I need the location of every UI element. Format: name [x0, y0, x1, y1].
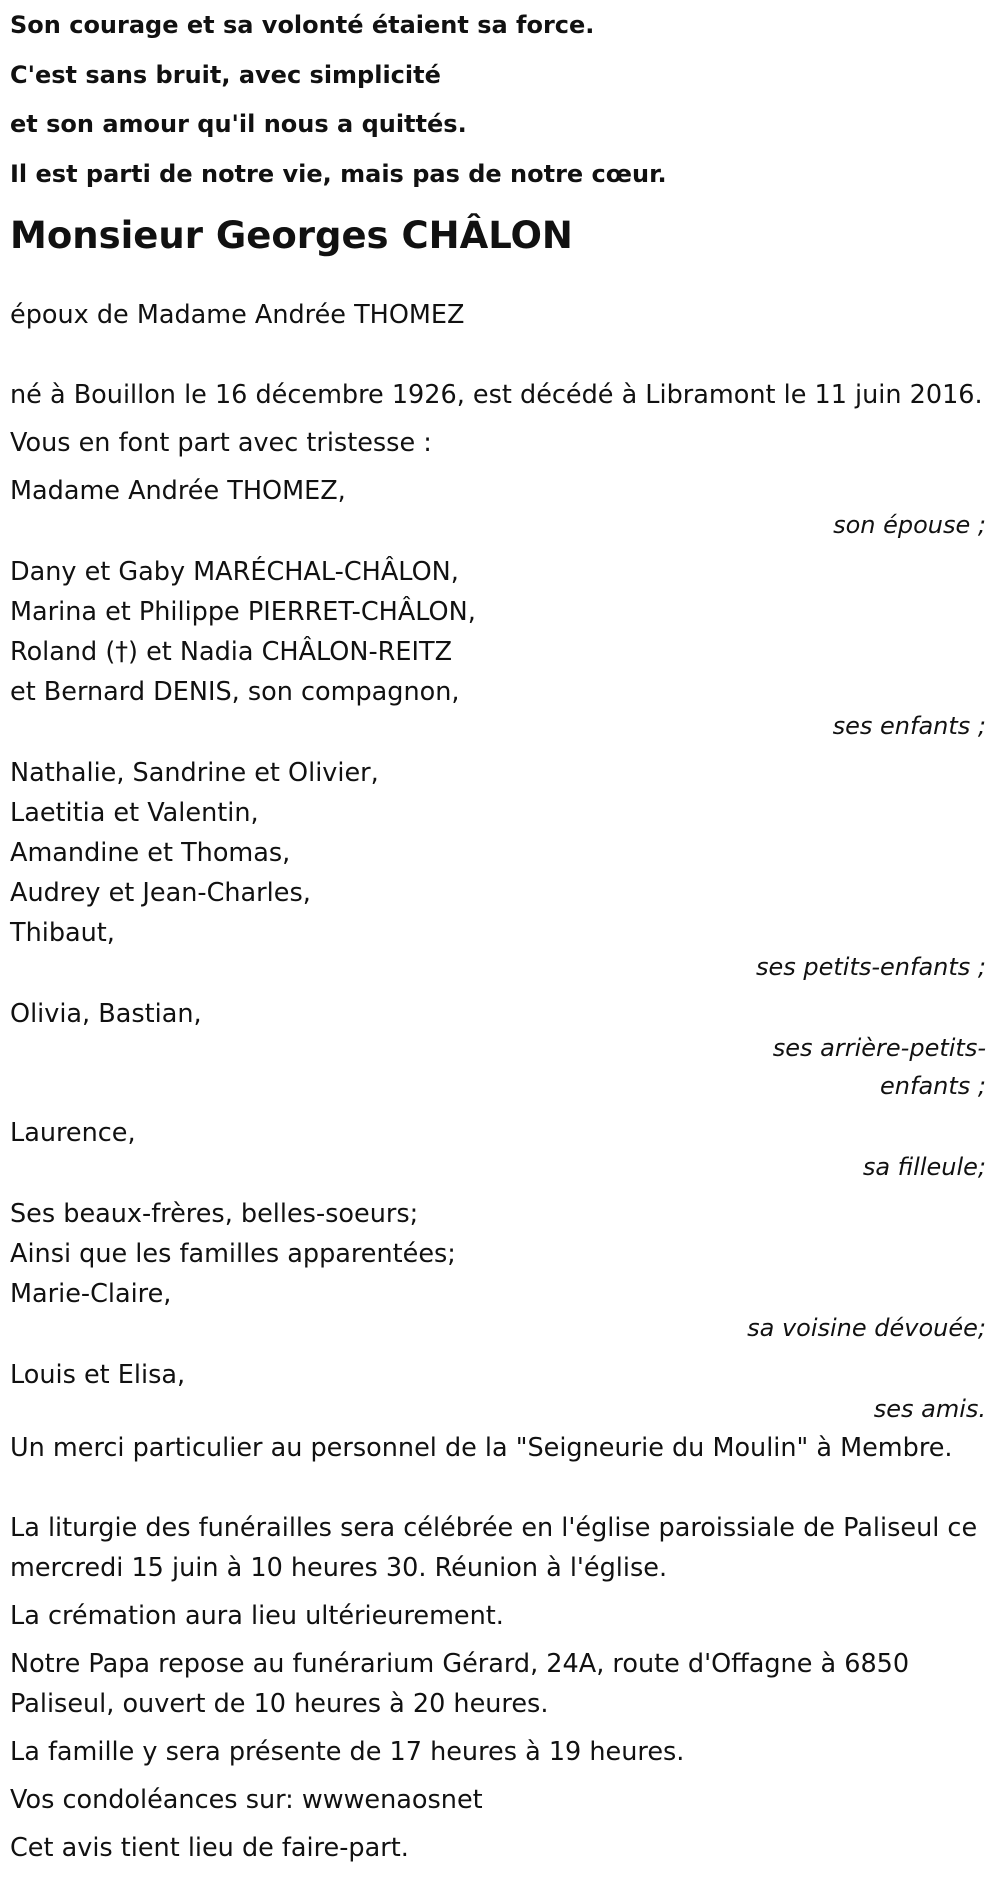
funeral-details: La liturgie des funérailles sera célébrée en l'église paroissiale de Paliseul ce mercredi 15 juin à 10 heures 30. Réunion à l'église. — [10, 1513, 978, 1583]
family-group-relatives — [10, 1194, 990, 1347]
announcement-line: Vous en font part avec tristesse : — [10, 428, 432, 458]
funerarium-details: Notre Papa repose au funérarium Gérard, 24A, route d'Offagne à 6850 Paliseul, ouvert de 10 heures à 20 heures. — [10, 1649, 910, 1719]
quote-line: Son courage et sa volonté étaient sa force. — [10, 11, 595, 39]
deceased-name: Monsieur Georges CHÂLON — [10, 214, 573, 257]
relation-label: ses arrière-petits-enfants ; — [772, 1034, 986, 1100]
birth-death-line: né à Bouillon le 16 décembre 1926, est décédé à Libramont le 11 juin 2016. — [10, 380, 983, 410]
family-name-line: Louis et Elisa, — [10, 1360, 186, 1390]
family-name-line: Dany et Gaby MARÉCHAL-CHÂLON, — [10, 557, 459, 587]
quote-line: et son amour qu'il nous a quittés. — [10, 110, 467, 138]
relation-label: ses enfants ; — [832, 712, 986, 740]
family-group-godchild — [10, 1113, 990, 1186]
relation-label: ses amis. — [873, 1395, 986, 1423]
family-name-line: Marina et Philippe PIERRET-CHÂLON, — [10, 597, 476, 627]
family-group-grandchildren — [10, 753, 990, 986]
family-name-line: Ainsi que les familles apparentées; — [10, 1239, 456, 1269]
relation-label: sa voisine dévouée; — [747, 1314, 986, 1342]
quote-line: Il est parti de notre vie, mais pas de notre cœur. — [10, 159, 667, 188]
family-group-children — [10, 552, 990, 745]
family-group-spouse — [10, 471, 990, 544]
family-name-line: Roland (†) et Nadia CHÂLON-REITZ — [10, 637, 453, 667]
family-name-line: et Bernard DENIS, son compagnon, — [10, 677, 460, 707]
spouse-line: époux de Madame Andrée THOMEZ — [10, 300, 465, 330]
family-name-line: Laurence, — [10, 1118, 136, 1148]
family-name-line: Olivia, Bastian, — [10, 999, 202, 1029]
relation-label: son épouse ; — [833, 511, 986, 539]
relation-label: ses petits-enfants ; — [755, 953, 986, 981]
family-name-line: Ses beaux-frères, belles-soeurs; — [10, 1199, 419, 1229]
thanks-line: Un merci particulier au personnel de la "Seigneurie du Moulin" à Membre. — [10, 1433, 953, 1463]
family-name-line: Madame Andrée THOMEZ, — [10, 476, 346, 506]
quote-line: C'est sans bruit, avec simplicité — [10, 60, 441, 89]
family-name-line: Audrey et Jean-Charles, — [10, 878, 311, 908]
family-name-line: Nathalie, Sandrine et Olivier, — [10, 758, 379, 788]
family-group-great-grandchildren — [10, 994, 990, 1105]
family-name-line: Marie-Claire, — [10, 1279, 172, 1309]
family-presence-line: La famille y sera présente de 17 heures à 19 heures. — [10, 1737, 685, 1767]
family-name-line: Thibaut, — [10, 918, 115, 948]
cremation-line: La crémation aura lieu ultérieurement. — [10, 1601, 504, 1631]
family-group-friends — [10, 1355, 990, 1428]
family-name-line: Laetitia et Valentin, — [10, 798, 259, 828]
notice-line: Cet avis tient lieu de faire-part. — [10, 1833, 409, 1863]
family-name-line: Amandine et Thomas, — [10, 838, 291, 868]
relation-label: sa filleule; — [862, 1153, 986, 1181]
condolences-line: Vos condoléances sur: wwwenaosnet — [10, 1785, 483, 1815]
memorial-quote — [10, 0, 990, 199]
